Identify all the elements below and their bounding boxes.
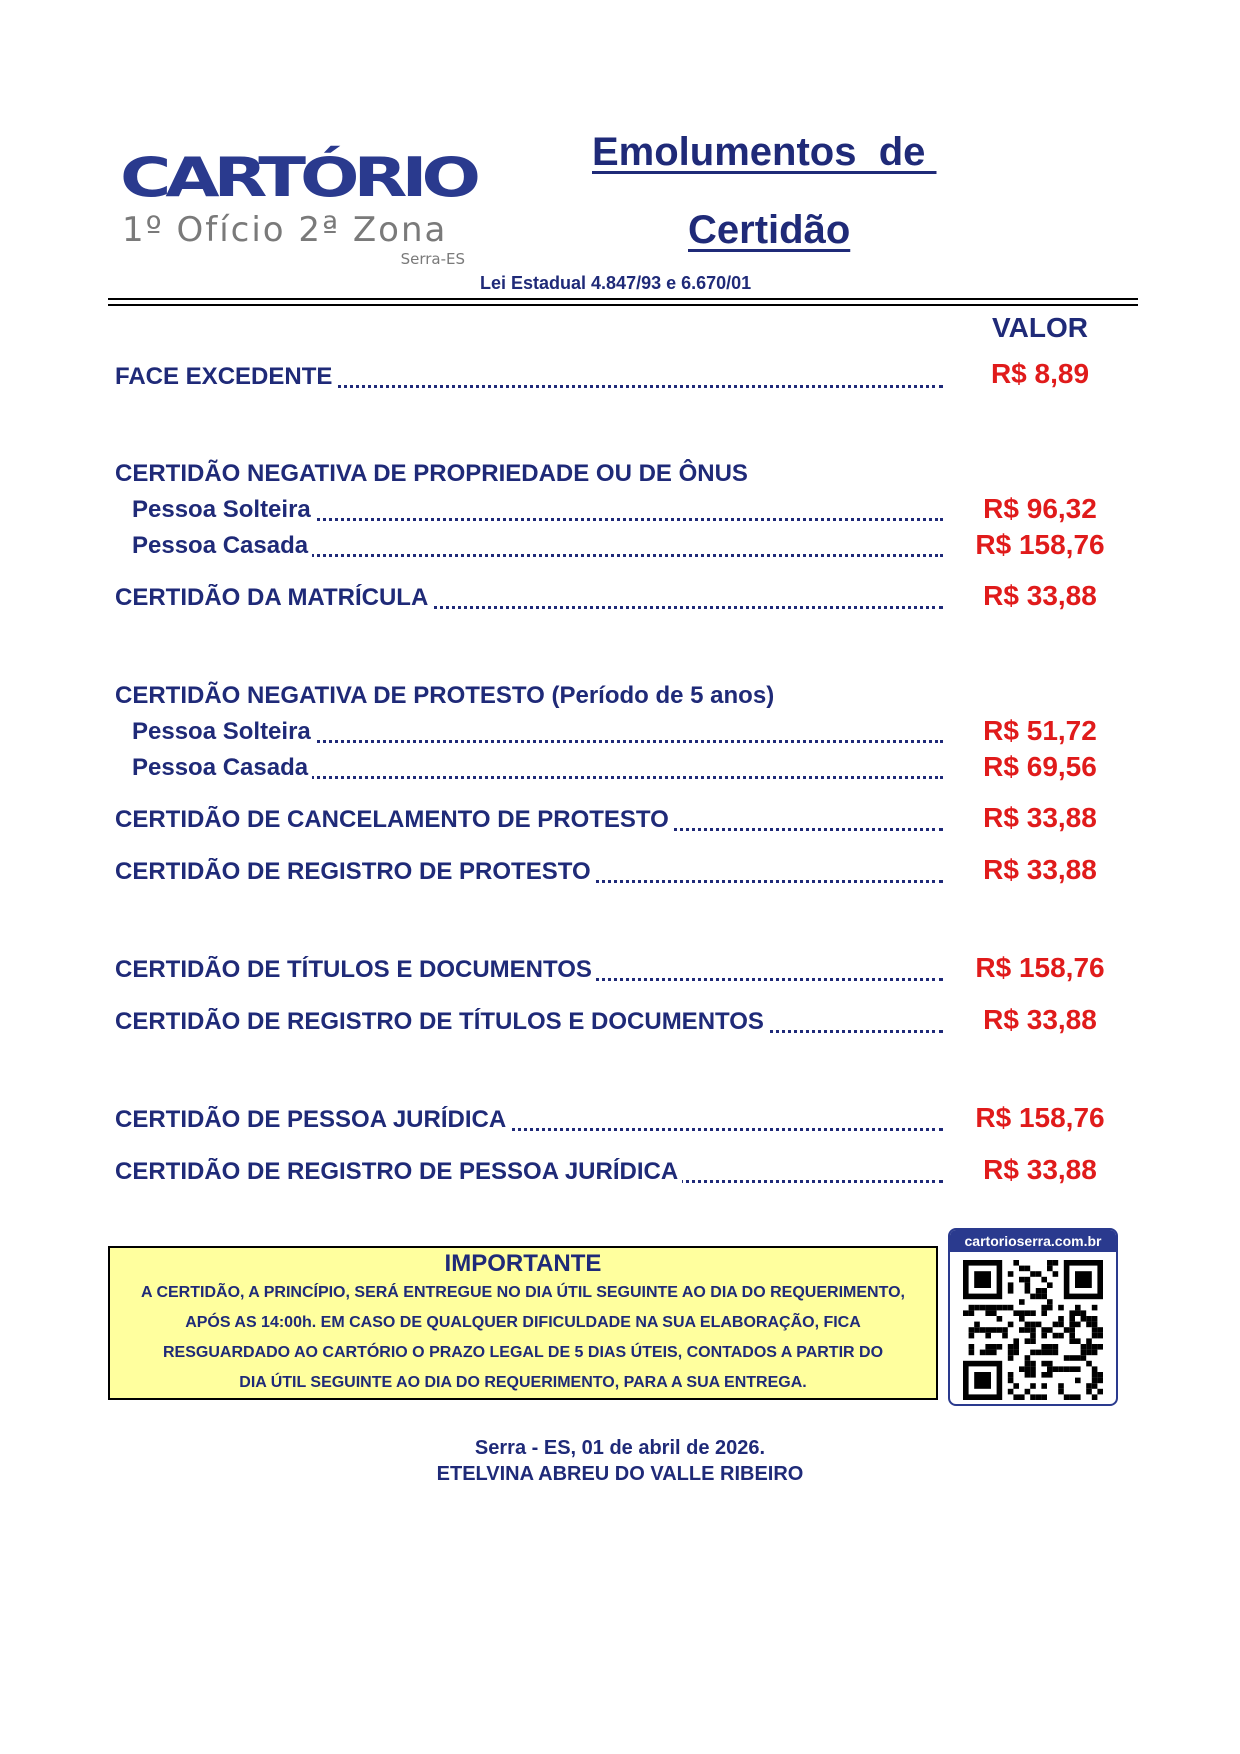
fee-label-text: CERTIDÃO DE REGISTRO DE PESSOA JURÍDICA [115,1158,682,1185]
qr-url-label: cartorioserra.com.br [950,1230,1116,1252]
fee-label-text: CERTIDÃO DE REGISTRO DE TÍTULOS E DOCUMENTOS [115,1008,768,1035]
fee-price: R$ 8,89 [990,358,1090,389]
fee-row-label [115,363,943,393]
fee-row-label [115,806,943,836]
fee-price: R$ 158,76 [975,1102,1105,1133]
fee-price: R$ 33,88 [983,580,1097,611]
fee-price: R$ 158,76 [975,952,1105,983]
fee-label-text: Pessoa Casada [132,532,312,559]
fee-price: R$ 158,76 [975,529,1105,560]
fee-row-label [132,496,943,526]
fee-label-text: CERTIDÃO DE PESSOA JURÍDICA [115,1106,510,1133]
cartorio-logo [120,145,476,270]
fee-price: R$ 33,88 [983,802,1097,833]
qr-code-card[interactable] [948,1228,1118,1406]
fee-label-text: CERTIDÃO DE TÍTULOS E DOCUMENTOS [115,956,596,983]
fee-label-text: CERTIDÃO DE REGISTRO DE PROTESTO [115,858,595,885]
page-title-line1: Emolumentos de [592,130,937,174]
logo-brand: CARTÓRIO [120,145,476,210]
important-line: APÓS AS 14:00h. EM CASO DE QUALQUER DIFICULDADE NA SUA ELABORAÇÃO, FICA [185,1314,861,1331]
fee-price: R$ 33,88 [983,1004,1097,1035]
logo-city: Serra-ES [400,250,465,268]
fee-row-label [115,1158,943,1188]
fee-label-text: Pessoa Solteira [132,496,315,523]
fee-price: R$ 33,88 [983,1154,1097,1185]
section-heading: CERTIDÃO NEGATIVA DE PROPRIEDADE OU DE ÔNUS [115,460,748,487]
fee-row-label [115,1106,943,1136]
place-date: Serra - ES, 01 de abril de 2026. [474,1437,766,1459]
fee-row-label [115,956,943,986]
fee-row-label [115,1008,943,1038]
fee-row-label [132,754,943,784]
header-rule-bottom [108,304,1138,306]
fee-row-label [115,858,943,888]
important-line: A CERTIDÃO, A PRINCÍPIO, SERÁ ENTREGUE NO DIA ÚTIL SEGUINTE AO DIA DO REQUERIMENTO, [141,1284,905,1301]
important-heading: IMPORTANTE [444,1250,602,1277]
fee-row-label [132,532,943,562]
fee-row-label [132,718,943,748]
logo-subtitle: 1º Ofício 2ª Zona [122,210,448,250]
fee-label-text: FACE EXCEDENTE [115,363,336,390]
fee-label-text: Pessoa Casada [132,754,312,781]
fee-price: R$ 69,56 [983,751,1097,782]
fee-price: R$ 96,32 [983,493,1097,524]
header-rule-top [108,298,1138,300]
fee-price: R$ 33,88 [983,854,1097,885]
section-heading: CERTIDÃO NEGATIVA DE PROTESTO (Período de 5 anos) [115,682,775,709]
signatory-name: ETELVINA ABREU DO VALLE RIBEIRO [436,1463,804,1485]
fee-label-text: Pessoa Solteira [132,718,315,745]
page-title-line2: Certidão [688,208,851,252]
important-line: RESGUARDADO AO CARTÓRIO O PRAZO LEGAL DE 5 DIAS ÚTEIS, CONTADOS A PARTIR DO [162,1344,884,1361]
important-notice-box [108,1246,938,1400]
fee-row-label [115,584,943,614]
fee-label-text: CERTIDÃO DA MATRÍCULA [115,584,432,611]
fee-price: R$ 51,72 [983,715,1097,746]
qr-code-icon [960,1260,1106,1400]
fee-label-text: CERTIDÃO DE CANCELAMENTO DE PROTESTO [115,806,673,833]
value-column-header: VALOR [992,312,1088,343]
law-reference: Lei Estadual 4.847/93 e 6.670/01 [480,273,752,293]
important-line: DIA ÚTIL SEGUINTE AO DIA DO REQUERIMENTO, PARA A SUA ENTREGA. [239,1374,807,1391]
